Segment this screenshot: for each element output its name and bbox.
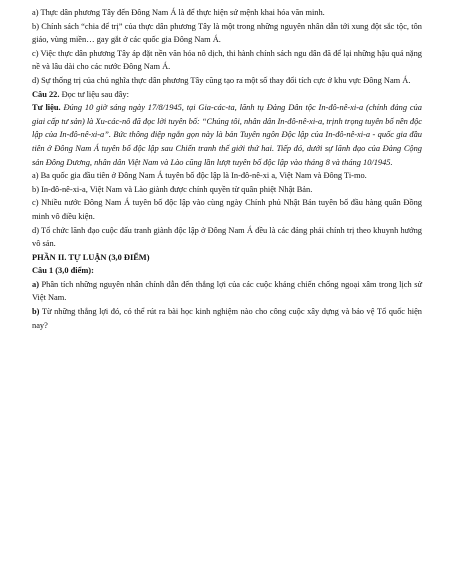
part2-heading: PHẦN II. TỰ LUẬN (3,0 ĐIỂM) [32, 252, 150, 262]
essay-question-1-title: Câu 1 (3,0 điểm): [32, 266, 94, 276]
essay-part-b [32, 305, 422, 332]
option-b-divide-and-rule: b) Chính sách “chia để trị” của thực dân phương Tây là một trong những nguyên nhân dẫn tới xung đột sắc tộc, tôn giáo, vùng miền… gay gắt ở các quốc gia Đông Nam Á. [32, 21, 422, 45]
source-label: Tư liệu. [32, 103, 61, 113]
essay-part-b-label: b) [32, 307, 40, 317]
option-c-cultural-enslavement: c) Việc thực dân phương Tây áp đặt nền văn hóa nô dịch, thi hành chính sách ngu dân đã để lại những hậu quả nặng nề và lâu dài cho các nước Đông Nam Á. [32, 48, 422, 72]
essay-part-a-text: Phân tích những nguyên nhân chính dẫn đến thắng lợi của các cuộc kháng chiến chống ngoại xâm trong lịch sử Việt Nam. [32, 279, 422, 303]
option-d-positive-changes: d) Sự thống trị của chủ nghĩa thực dân phương Tây cũng tạo ra một số thay đổi tích cực ở khu vực Đông Nam Á. [32, 75, 411, 85]
question-22 [32, 88, 422, 102]
essay-part-b-text: Từ những thắng lợi đó, có thể rút ra bài học kinh nghiệm nào cho công cuộc xây dựng và bảo vệ Tổ quốc hiện nay? [32, 307, 422, 330]
essay-part-a-label: a) [32, 279, 39, 289]
question-22-title: Câu 22. [32, 89, 60, 99]
question-22-prompt: Đọc tư liệu sau đây: [59, 89, 129, 99]
q22-option-a: a) Ba quốc gia đầu tiên ở Đông Nam Á tuyên bố độc lập là In-đô-nê-xi a, Việt Nam và Đông Ti-mo. [32, 171, 367, 181]
q22-option-c: c) Nhiều nước Đông Nam Á tuyên bố độc lập vào cùng ngày Chính phủ Nhật Bản tuyên bố đầu hàng quân Đồng minh vô điều kiện. [32, 198, 422, 221]
q22-option-b: b) In-đô-nê-xi-a, Việt Nam và Lào giành được chính quyền từ quân phiệt Nhật Bản. [32, 184, 313, 194]
essay-part-a [32, 278, 422, 305]
source-text: Đúng 10 giờ sáng ngày 17/8/1945, tại Gia-các-ta, lãnh tụ Đảng Dân tộc In-đô-nê-xi-a (chính đảng của giai cấp tư sản) là Xu-các-nô đã đọc lời tuyên bố: “Chúng tôi, nhân dân In-đô-nê-xi-a, trịnh trọng tuyên bố nền độc lập của In-đô-nê-xi-a”. Bức thông điệp ngắn gọn này là bản Tuyên ngôn Độc lập của In-đô-nê-xi-a - quốc gia đầu tiên ở Đông Nam Á tuyên bố độc lập sau Chiến tranh thế giới thứ hai. Tiếp đó, dưới sự lãnh đạo của Đảng Cộng sản Đông Dương, nhân dân Việt Nam và Lào cũng lần lượt tuyên bố độc lập vào tháng 8 và tháng 10/1945. [32, 103, 422, 167]
q22-option-d: d) Tổ chức lãnh đạo cuộc đấu tranh giành độc lập ở Đông Nam Á đều là các đảng phái chính trị theo khuynh hướng vô sản. [32, 225, 422, 249]
source-passage [32, 101, 422, 169]
option-a-civilizing-mission: a) Thực dân phương Tây đến Đông Nam Á là để thực hiện sứ mệnh khai hóa văn minh. [32, 8, 325, 17]
